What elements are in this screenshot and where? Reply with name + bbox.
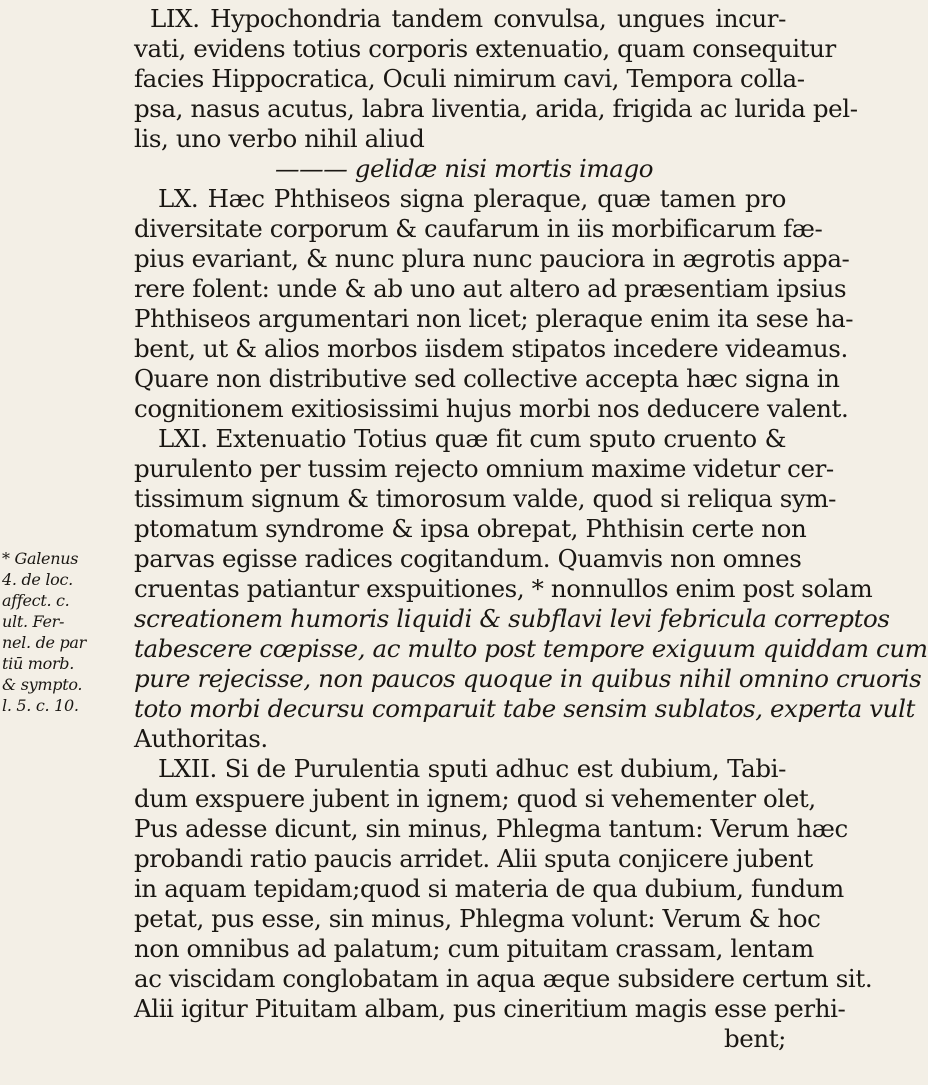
text-line-27: dum exspuere jubent in ignem; quod si vehementer olet, (134, 784, 816, 813)
text-line-22: tabescere cœpisse, ac multo post tempore exiguum quiddam cum (134, 634, 928, 663)
text-line-17: tissimum signum & timorosum valde, quod si reliqua sym- (134, 484, 837, 513)
text-line-14: cognitionem exitiosissimi hujus morbi nos deducere valent. (134, 394, 849, 423)
text-line-4: psa, nasus acutus, labra liventia, arida, frigida ac lurida pel- (134, 94, 858, 123)
text-line-5: lis, uno verbo nihil aliud (134, 124, 425, 153)
text-line-8: diversitate corporum & caufarum in iis morbificarum fæ- (134, 214, 823, 243)
text-line-24: toto morbi decursu comparuit tabe sensim sublatos, experta vult (134, 694, 915, 723)
text-line-13: Quare non distributive sed collective accepta hæc signa in (134, 364, 840, 393)
text-line-30: in aquam tepidam;quod si materia de qua dubium, fundum (134, 874, 844, 903)
margin-note-line: ult. Fer- (2, 612, 65, 631)
text-line-26: LXII. Si de Purulentia sputi adhuc est dubium, Tabi- (158, 754, 786, 783)
margin-note-line: & sympto. (2, 675, 83, 694)
text-line-15: LXI. Extenuatio Totius quæ fit cum sputo cruento & (158, 424, 786, 453)
text-line-19: parvas egisse radices cogitandum. Quamvis non omnes (134, 544, 802, 573)
text-line-31: petat, pus esse, sin minus, Phlegma volunt: Verum & hoc (134, 904, 821, 933)
text-line-29: probandi ratio paucis arridet. Alii sputa conjicere jubent (134, 844, 813, 873)
text-line-20: cruentas patiantur exspuitiones, * nonnullos enim post solam (134, 574, 873, 603)
text-line-10: rere folent: unde & ab uno aut altero ad præsentiam ipsius (134, 274, 847, 303)
text-line-32: non omnibus ad palatum; cum pituitam crassam, lentam (134, 934, 814, 963)
text-line-21: screationem humoris liquidi & subflavi levi febricula correptos (134, 604, 890, 633)
text-line-9: pius evariant, & nunc plura nunc pauciora in ægrotis appa- (134, 244, 850, 273)
text-line-11: Phthiseos argumentari non licet; pleraque enim ita sese ha- (134, 304, 854, 333)
text-line-28: Pus adesse dicunt, sin minus, Phlegma tantum: Verum hæc (134, 814, 848, 843)
text-line-18: ptomatum syndrome & ipsa obrepat, Phthisin certe non (134, 514, 807, 543)
margin-note-line: l. 5. c. 10. (2, 696, 79, 715)
text-line-34: Alii igitur Pituitam albam, pus cineritium magis esse perhi- (134, 994, 846, 1023)
text-line-7: LX. Hæc Phthiseos signa pleraque, quæ tamen pro (158, 184, 786, 213)
text-line-2: vati, evidens totius corporis extenuatio, quam consequitur (134, 34, 836, 63)
margin-note-line: 4. de loc. (2, 570, 73, 589)
margin-note-line: nel. de par (2, 633, 86, 652)
margin-note-line: * Galenus (2, 549, 79, 568)
text-line-23: pure rejecisse, non paucos quoque in quibus nihil omnino cruoris (134, 664, 922, 693)
text-line-12: bent, ut & alios morbos iisdem stipatos incedere videamus. (134, 334, 848, 363)
margin-note-line: tiū morb. (2, 654, 75, 673)
text-line-1: LIX. Hypochondria tandem convulsa, ungues incur- (150, 4, 786, 33)
text-line-25: Authoritas. (134, 724, 268, 753)
text-line-35: bent; (723, 1024, 786, 1053)
marginal-note (2, 548, 130, 716)
text-line-16: purulento per tussim rejecto omnium maxime videtur cer- (134, 454, 834, 483)
text-line-33: ac viscidam conglobatam in aqua æque subsidere certum sit. (134, 964, 873, 993)
margin-note-line: affect. c. (2, 591, 70, 610)
verse-quotation: ——— gelidæ nisi mortis imago (275, 154, 654, 183)
text-line-3: facies Hippocratica, Oculi nimirum cavi, Tempora colla- (134, 64, 805, 93)
